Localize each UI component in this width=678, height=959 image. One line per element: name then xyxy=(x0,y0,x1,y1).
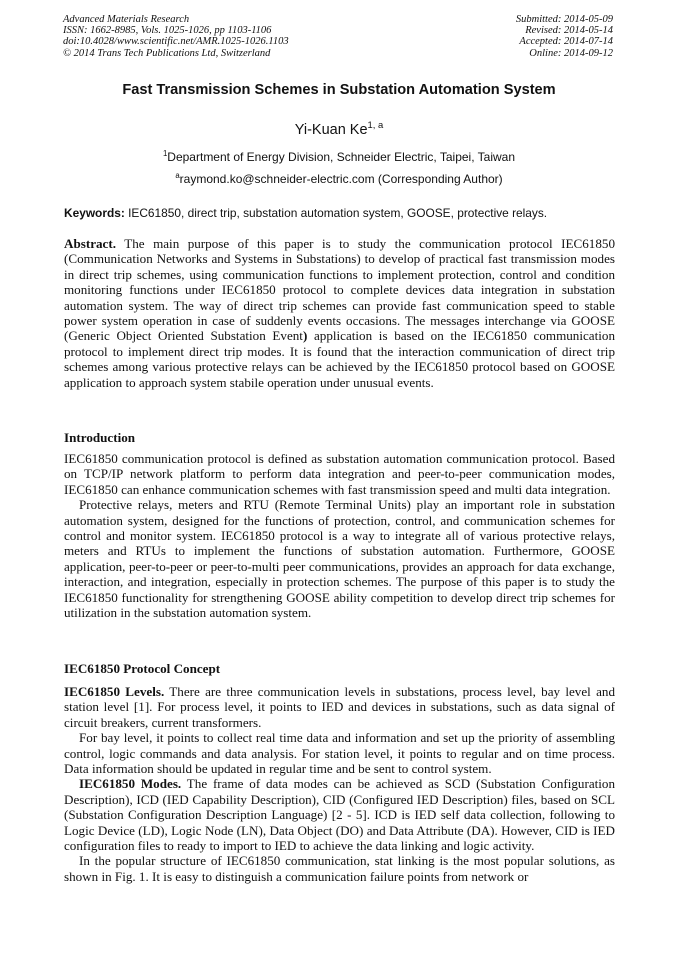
abstract-label: Abstract. xyxy=(64,236,116,251)
issn-line: ISSN: 1662-8985, Vols. 1025-1026, pp 1103-1106 xyxy=(63,25,272,37)
submitted-date: Submitted: 2014-05-09 xyxy=(515,14,613,25)
paragraph: Protective relays, meters and RTU (Remote Terminal Units) play an important role in substation automation system, designed for the functions of protection, control, and communication schemes for control and monitor system. IEC61850 protocol is a way to integrate all of various protective relays, meters and RTUs to implement the functions of substation automation. Furthermore, GOOSE application, peer-to-peer or peer-to-multi peer communications, provides an approach for data exchange, interaction, and integration, especially in protection schemes. The purpose of this paper is to study the IEC61850 functionality for strengthening GOOSE ability competition to develop direct trip schemes for utilization in the substation automation system. xyxy=(64,497,615,621)
paper-title: Fast Transmission Schemes in Substation Automation System xyxy=(122,82,556,98)
affiliation-line xyxy=(0,150,678,164)
email-line xyxy=(0,172,678,186)
protocol-concept-body xyxy=(64,684,615,884)
modes-label: IEC61850 Modes. xyxy=(79,776,182,792)
email-superscript: a xyxy=(175,171,180,180)
accepted-date: Accepted: 2014-07-14 xyxy=(519,36,613,48)
keywords-text: IEC61850, direct trip, substation automation system, GOOSE, protective relays. xyxy=(124,206,548,220)
abstract-bold-paren: ) xyxy=(302,328,308,344)
modes-text: The frame of data modes can be achieved as SCD (Substation Configuration Description), ICD (IED Capability Description), CID (Configured IED Description) files, based on SCL (Substation Configuration Description Language) [2 - 5]. ICD is IED self data collection, following to Logic Device (LD), Logic Node (LN), Data Object (DO) and Data Attribute (DA). However, CID is IED configuration files to ready to import to IED to achieve the data linking and logic activity. xyxy=(64,776,615,854)
online-date: Online: 2014-09-12 xyxy=(529,47,613,59)
keywords-label: Keywords: xyxy=(64,206,125,220)
copyright-line: © 2014 Trans Tech Publications Ltd, Switzerland xyxy=(63,47,271,59)
paragraph-bay: For bay level, it points to collect real time data and information and set up the priority of assembling control, logic commands and data analysis. For station level, it points to regular and on time process. Data information should be updated in regular time and be sent to control system. xyxy=(64,730,615,777)
revised-date: Revised: 2014-05-14 xyxy=(525,25,613,37)
journal-name: Advanced Materials Research xyxy=(63,14,190,25)
paragraph-levels xyxy=(64,684,615,730)
author-superscript: 1, a xyxy=(367,119,384,131)
affiliation-superscript: 1 xyxy=(162,149,168,158)
introduction-body xyxy=(64,451,615,620)
abstract-text-2: application is based on the IEC61850 communication protocol to implement direct trip modes. It is found that the interaction communication of direct trip schemes among various protective relays can be achieved by the IEC61850 protocol based on GOOSE application to approach system stabile operation under unusual events. xyxy=(64,328,615,390)
paragraph: IEC61850 communication protocol is defined as substation automation communication protocol. Based on TCP/IP network platform to perform data integration and peer-to-peer communication modes, IEC61850 can enhance communication schemes with fast transmission speed and multi data integration. xyxy=(64,451,615,497)
section-heading-protocol-concept: IEC61850 Protocol Concept xyxy=(64,661,221,676)
levels-label: IEC61850 Levels. xyxy=(64,684,165,699)
keywords xyxy=(64,206,620,220)
author-line xyxy=(0,119,678,138)
email-text: raymond.ko@schneider-electric.com (Corresponding Author) xyxy=(179,172,503,186)
journal-header-left xyxy=(63,14,289,59)
paragraph-modes xyxy=(64,776,615,853)
abstract-text-1: The main purpose of this paper is to study the communication protocol IEC61850 (Communication Networks and Systems in Substations) to develop of practical fast transmission modes in direct trip schemes, using communication functions to implement protection, control and condition monitoring functions under IEC61850 protocol to complete devices data integration in substation automation system. The way of direct trip schemes can provide fast communication speed to stable power system operation in case of suddenly events occasions. The messages interchange via GOOSE (Generic Object Oriented Substation Event xyxy=(64,236,615,344)
affiliation-text: Department of Energy Division, Schneider Electric, Taipei, Taiwan xyxy=(167,150,516,164)
section-heading-introduction: Introduction xyxy=(64,430,136,445)
levels-text: There are three communication levels in substations, process level, bay level and station level [1]. For process level, it points to IED and devices in substations, such as data signal of circuit breakers, current transformers. xyxy=(64,684,615,730)
paragraph-structure: In the popular structure of IEC61850 communication, stat linking is the most popular solutions, as shown in Fig. 1. It is easy to distinguish a communication failure points from network or xyxy=(64,853,615,884)
journal-header-right xyxy=(516,14,613,59)
doi-line: doi:10.4028/www.scientific.net/AMR.1025-1026.1103 xyxy=(63,36,289,48)
abstract xyxy=(64,236,615,390)
author-name: Yi-Kuan Ke xyxy=(294,122,368,138)
